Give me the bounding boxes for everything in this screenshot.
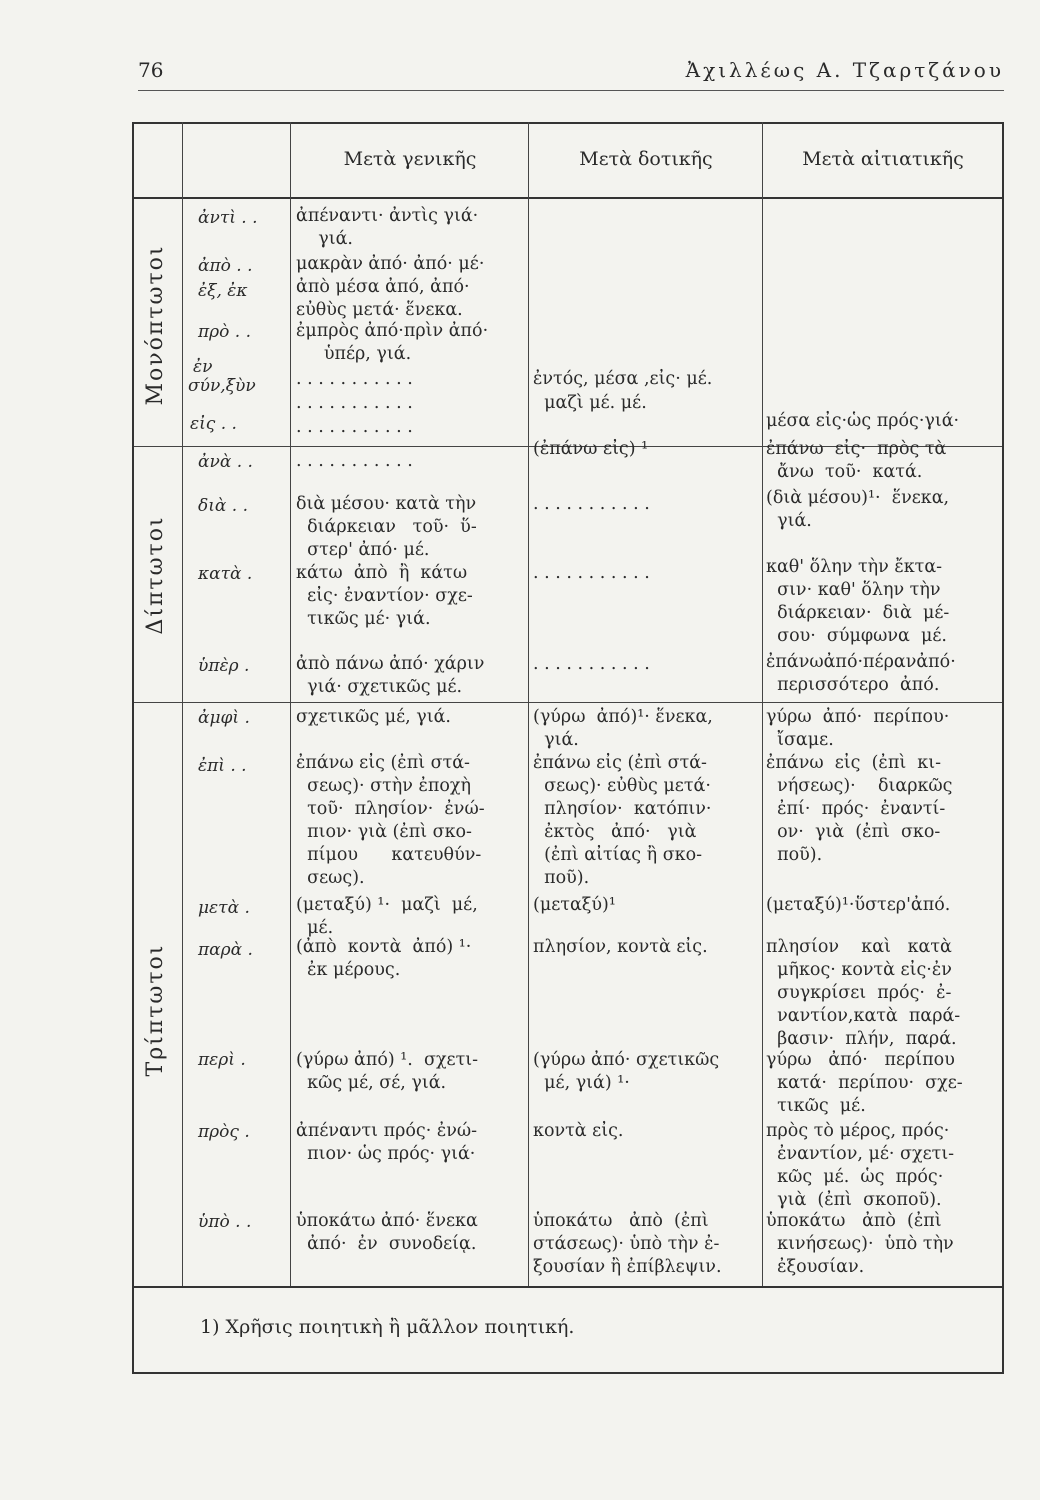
column-header-dative: Μετὰ δοτικῆς: [579, 148, 713, 170]
dative-cell-para: πλησίον, κοντὰ εἰς.: [533, 937, 708, 957]
column-header-genitive: Μετὰ γενικῆς: [343, 148, 477, 170]
genitive-cell-meta: (μεταξύ) ¹· μαζὶ μέ, μέ.: [296, 895, 478, 938]
preposition-para: παρὰ .: [198, 940, 253, 960]
preposition-hyper: ὑπὲρ .: [198, 656, 250, 676]
genitive-cell-para: (ἀπὸ κοντὰ ἀπό) ¹· ἐκ μέρους.: [296, 937, 472, 980]
preposition-apo: ἀπὸ . .: [198, 256, 253, 276]
genitive-column-border: [528, 122, 529, 1286]
genitive-cell-syn: . . . . . . . . . . .: [296, 393, 413, 413]
accusative-cell-eis: μέσα εἰς·ὡς πρός·γιά·: [766, 411, 960, 431]
preposition-ex: ἐξ, ἐκ: [198, 281, 248, 301]
genitive-cell-apo: μακρὰν ἀπό· ἀπό· μέ·: [296, 254, 485, 274]
accusative-cell-dia: (διὰ μέσου)¹· ἕνεκα, γιά.: [766, 488, 950, 531]
genitive-cell-ana: . . . . . . . . . . .: [296, 451, 413, 471]
accusative-cell-kata: καθ' ὅλην τὴν ἔκτα- σιν· καθ' ὅλην τὴν διάρκειαν· διὰ μέ- σου· σύμφωνα μέ.: [766, 557, 950, 646]
dative-cell-pros: κοντὰ εἰς.: [533, 1121, 624, 1141]
preposition-pros: πρὸς .: [198, 1122, 250, 1142]
accusative-cell-peri: γύρω ἀπό· περίπου κατά· περίπου· σχε- τικῶς μέ.: [766, 1050, 963, 1116]
genitive-cell-anti: ἀπέναντι· ἀντὶς γιά· γιά.: [296, 206, 479, 249]
preposition-column-border: [290, 122, 291, 1286]
group-label-diptota: Δίπτωτοι: [143, 515, 168, 635]
preposition-kata: κατὰ .: [198, 564, 253, 584]
genitive-cell-hypo: ὑποκάτω ἀπό· ἕνεκα ἀπό· ἐν συνοδείᾳ.: [296, 1211, 478, 1254]
table-bottom-border: [132, 1286, 1004, 1288]
dative-cell-hypo: ὑποκάτω ἀπὸ (ἐπὶ στάσεως)· ὑπὸ τὴν ἐ- ξουσίαν ἢ ἐπίβλεψιν.: [533, 1211, 722, 1277]
accusative-cell-epi: ἐπάνω εἰς (ἐπὶ κι- νήσεως)· διαρκῶς ἐπί· πρός· ἐναντί- ον· γιὰ (ἐπὶ σκο- ποῦ).: [766, 753, 953, 865]
genitive-cell-pros: ἀπέναντι πρός· ἐνώ- πιον· ὡς πρός· γιά·: [296, 1121, 478, 1164]
dative-column-border: [762, 122, 763, 1286]
accusative-cell-hyper: ἐπάνωἀπό·πέρανἀπό· περισσότερο ἀπό.: [766, 652, 956, 695]
page-header: [138, 58, 1004, 88]
genitive-cell-hyper: ἀπὸ πάνω ἀπό· χάριν γιά· σχετικῶς μέ.: [296, 654, 485, 697]
accusative-cell-amphi: γύρω ἀπό· περίπου· ἴσαμε.: [766, 707, 950, 750]
dative-cell-syn: μαζὶ μέ. μέ.: [533, 393, 647, 413]
table-top-border: [132, 122, 1004, 124]
column-header-accusative: Μετὰ αἰτιατικῆς: [802, 148, 964, 170]
preposition-ana: ἀνὰ . .: [198, 452, 253, 472]
genitive-cell-dia: διὰ μέσου· κατὰ τὴν διάρκειαν τοῦ· ὕ- στερ' ἀπό· μέ.: [296, 494, 477, 560]
preposition-eis: εἰς . .: [190, 414, 237, 434]
genitive-cell-epi: ἐπάνω εἰς (ἐπὶ στά- σεως)· στὴν ἐποχὴ τοῦ· πλησίον· ἐνώ- πιον· γιὰ (ἐπὶ σκο- πίμου κατευθύν- σεως).: [296, 753, 485, 888]
running-title: Ἀχιλλέως Α. Τζαρτζάνου: [685, 58, 1004, 82]
accusative-cell-hypo: ὑποκάτω ἀπὸ (ἐπὶ κινήσεως)· ὑπὸ τὴν ἐξουσίαν.: [766, 1211, 954, 1277]
page-number: 76: [138, 58, 164, 82]
header-rule: [138, 90, 1004, 91]
preposition-dia: διὰ . .: [198, 496, 248, 516]
genitive-cell-en: . . . . . . . . . . .: [296, 369, 413, 389]
page-bottom-border: [132, 1372, 1004, 1374]
accusative-cell-meta: (μεταξύ)¹·ὕστερ'ἀπό.: [766, 895, 951, 915]
genitive-cell-ex: ἀπὸ μέσα ἀπό, ἀπό· εὐθὺς μετά· ἕνεκα.: [296, 277, 470, 320]
table-right-border: [1002, 122, 1004, 1374]
preposition-hypo: ὑπὸ . .: [198, 1212, 252, 1232]
dative-cell-hyper: . . . . . . . . . . .: [533, 654, 650, 674]
dative-cell-en: ἐντός, μέσα ,εἰς· μέ.: [533, 369, 713, 389]
genitive-cell-kata: κάτω ἀπὸ ἢ κάτω εἰς· ἐναντίον· σχε- τικῶς μέ· γιά.: [296, 563, 473, 629]
genitive-cell-peri: (γύρω ἀπό) ¹. σχετι- κῶς μέ, σέ, γιά.: [296, 1050, 479, 1093]
preposition-pro: πρὸ . .: [198, 322, 252, 342]
header-bottom-border: [132, 197, 1004, 199]
dative-cell-peri: (γύρω ἀπό· σχετικῶς μέ, γιά) ¹·: [533, 1050, 720, 1093]
preposition-anti: ἀντὶ . .: [198, 208, 258, 228]
accusative-cell-pros: πρὸς τὸ μέρος, πρός· ἐναντίον, μέ· σχετι- κῶς μέ. ὡς πρός· γιὰ (ἐπὶ σκοποῦ).: [766, 1121, 955, 1210]
dative-cell-ana: (ἐπάνω εἰς) ¹: [533, 439, 649, 459]
preposition-epi: ἐπὶ . .: [198, 756, 247, 776]
footnote: 1) Χρῆσις ποιητικὴ ἢ μᾶλλον ποιητική.: [200, 1316, 575, 1338]
dative-cell-dia: . . . . . . . . . . .: [533, 494, 650, 514]
dative-cell-epi: ἐπάνω εἰς (ἐπὶ στά- σεως)· εὐθὺς μετά· πλησίον· κατόπιν· ἐκτὸς ἀπό· γιὰ (ἐπὶ αἰτίας ἢ σκο- ποῦ).: [533, 753, 712, 888]
genitive-cell-pro: ἐμπρὸς ἀπό·πρὶν ἀπό· ὑπέρ, γιά.: [296, 321, 489, 364]
dative-cell-kata: . . . . . . . . . . .: [533, 563, 650, 583]
preposition-peri: περὶ .: [198, 1050, 246, 1070]
preposition-en: ἐν: [193, 357, 213, 377]
group-label-monoptota: Μονόπτωτοι: [143, 244, 168, 406]
accusative-cell-ana: ἐπάνω εἰς· πρὸς τὰ ἄνω τοῦ· κατά.: [766, 439, 947, 482]
group-divider-2: [132, 702, 1004, 703]
genitive-cell-amphi: σχετικῶς μέ, γιά.: [296, 707, 451, 727]
dative-cell-meta: (μεταξύ)¹: [533, 895, 616, 915]
table-left-border: [132, 122, 134, 1374]
preposition-syn: σύν,ξὺν: [188, 376, 256, 396]
accusative-cell-para: πλησίον καὶ κατὰ μῆκος· κοντὰ εἰς·ἐν συγκρίσει πρός· ἐ- ναντίον,κατὰ παρά- βασιν· πλήν, παρά.: [766, 937, 961, 1049]
preposition-amphi: ἀμφὶ .: [198, 708, 250, 728]
group-label-triptota: Τρίπτωτοι: [143, 943, 168, 1077]
group-column-border: [182, 122, 183, 1286]
dative-cell-amphi: (γύρω ἀπό)¹· ἕνεκα, γιά.: [533, 707, 713, 750]
preposition-meta: μετὰ .: [198, 898, 250, 918]
genitive-cell-eis: . . . . . . . . . . .: [296, 417, 413, 437]
